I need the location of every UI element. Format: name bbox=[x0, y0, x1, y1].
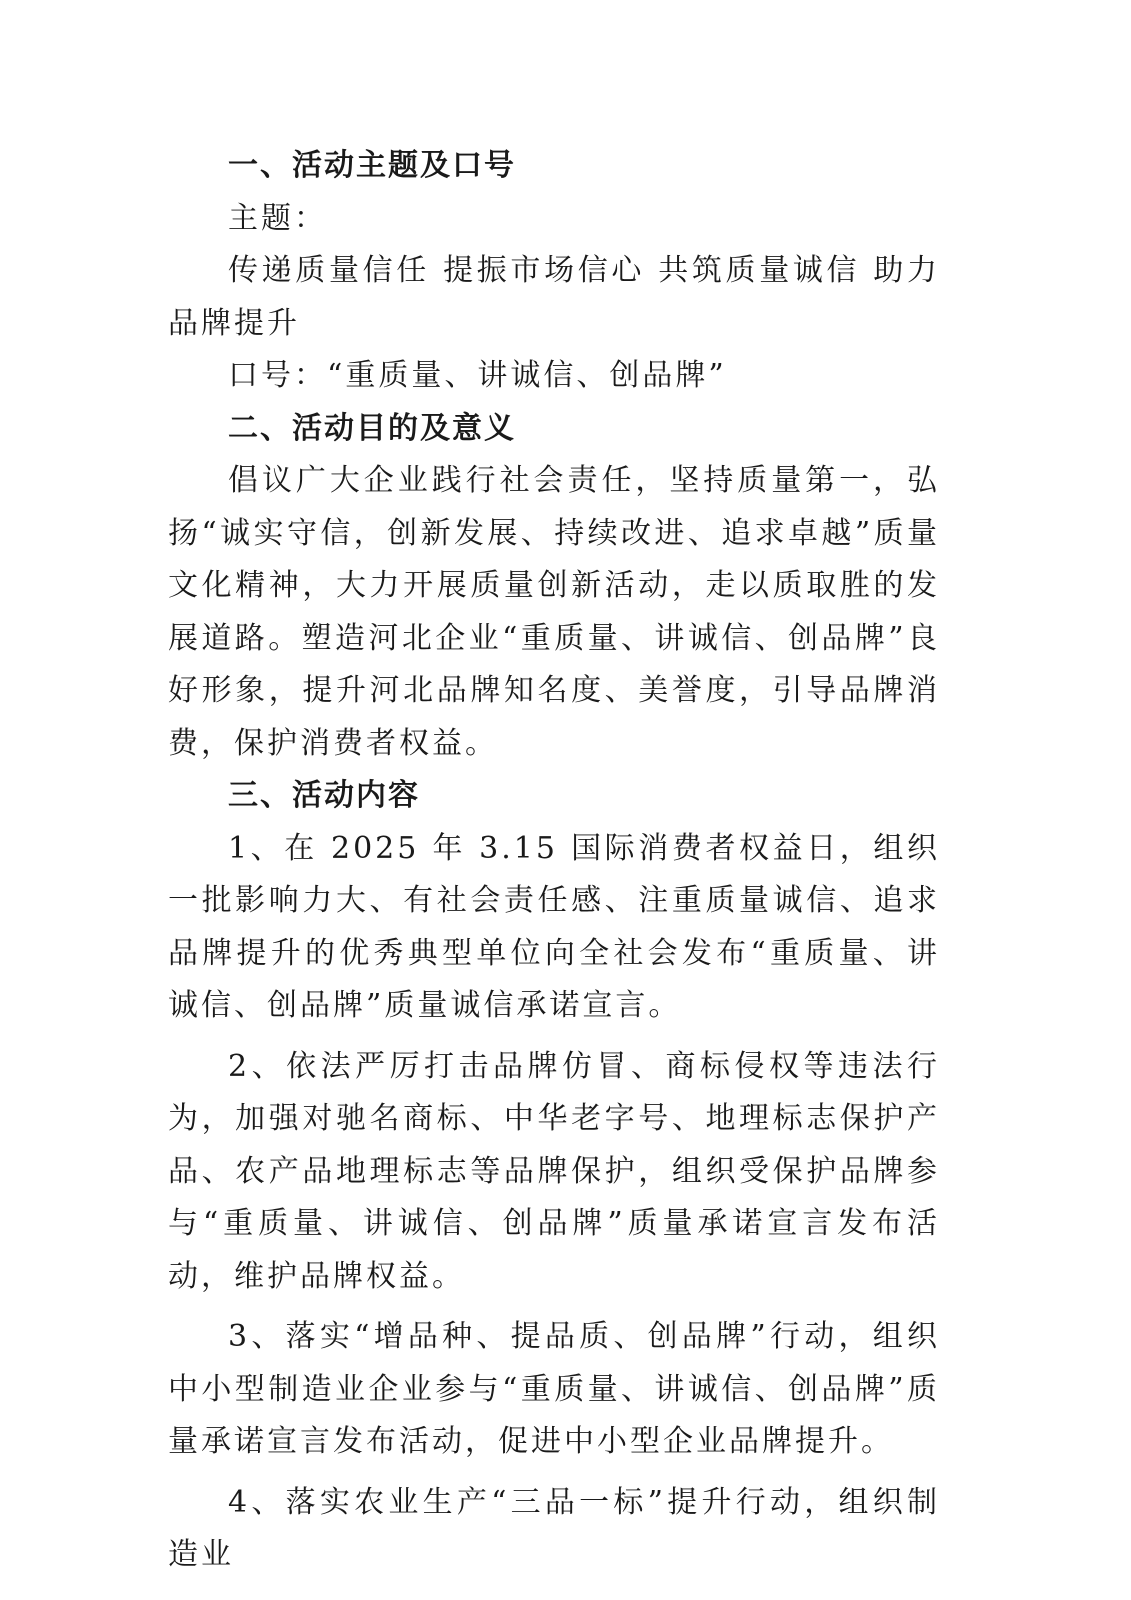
section-heading-2: 二、活动目的及意义 bbox=[228, 410, 516, 446]
document-body bbox=[168, 140, 940, 1582]
content-item-3: 3、落实“增品种、提品质、创品牌”行动，组织中小型制造业企业参与“重质量、讲诚信、创品牌”质量承诺宣言发布活动，促进中小型企业品牌提升。 bbox=[168, 1319, 940, 1459]
theme-text: 传递质量信任 提振市场信心 共筑质量诚信 助力品牌提升 bbox=[168, 253, 940, 341]
slogan-text: 口号：“重质量、讲诚信、创品牌” bbox=[228, 358, 727, 393]
content-item-1: 1、在 2025 年 3.15 国际消费者权益日，组织一批影响力大、有社会责任感、注重质量诚信、追求品牌提升的优秀典型单位向全社会发布“重质量、讲诚信、创品牌”质量诚信承诺宣言。 bbox=[168, 830, 940, 1023]
content-item-2: 2、依法严厉打击品牌仿冒、商标侵权等违法行为，加强对驰名商标、中华老字号、地理标志保护产品、农产品地理标志等品牌保护，组织受保护品牌参与“重质量、讲诚信、创品牌”质量承诺宣言发布活动，维护品牌权益。 bbox=[168, 1048, 940, 1294]
theme-label: 主题： bbox=[228, 200, 327, 236]
section-heading-3: 三、活动内容 bbox=[228, 778, 420, 813]
section-heading-1: 一、活动主题及口号 bbox=[228, 148, 516, 183]
content-item-4: 4、落实农业生产“三品一标”提升行动，组织制造业 bbox=[168, 1484, 940, 1572]
purpose-paragraph: 倡议广大企业践行社会责任，坚持质量第一，弘扬“诚实守信，创新发展、持续改进、追求卓越”质量文化精神，大力开展质量创新活动，走以质取胜的发展道路。塑造河北企业“重质量、讲诚信、创品牌”良好形象，提升河北品牌知名度、美誉度，引导品牌消费，保护消费者权益。 bbox=[168, 463, 940, 761]
